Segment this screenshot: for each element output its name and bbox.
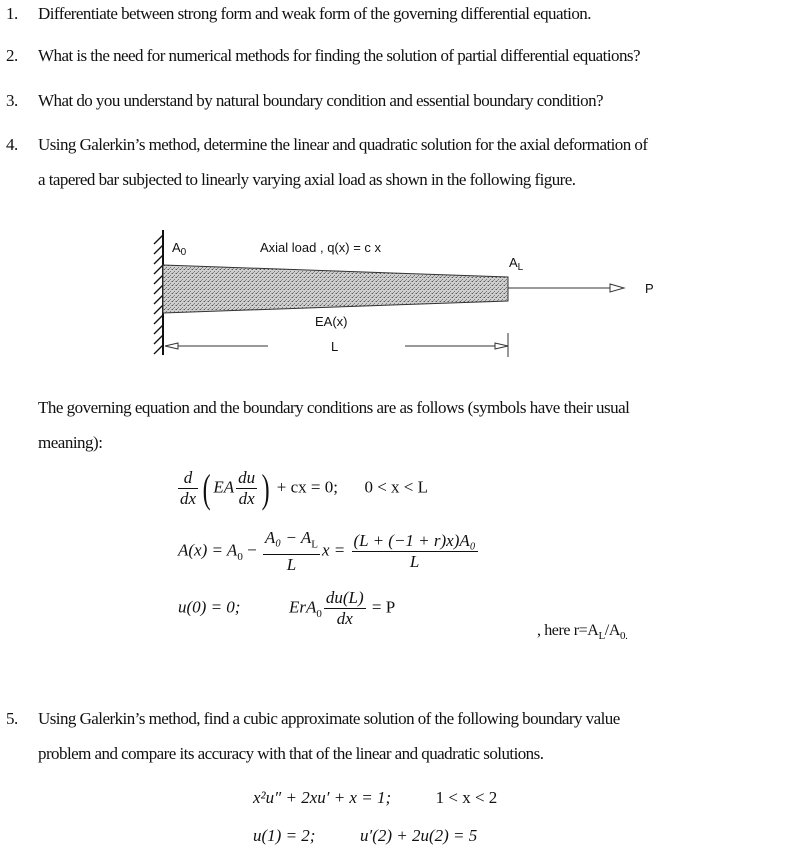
tapered-bar [163, 265, 508, 313]
question-text: Differentiate between strong form and weak form of the governing differential equation. [38, 4, 591, 23]
question-text-line-1: Using Galerkin’s method, determine the linear and quadratic solution for the axial deformation of [38, 135, 648, 154]
q4-intro-line-2: meaning): [38, 433, 103, 452]
q4-intro-line-1: The governing equation and the boundary conditions are as follows (symbols have their usual [38, 398, 630, 417]
question-number: 5. [6, 709, 18, 728]
label-al: $A_L$ [509, 255, 524, 273]
question-number: 2. [6, 46, 18, 65]
label-p: P [645, 281, 654, 296]
tapered-bar-figure [140, 225, 670, 360]
ratio-note: , here $r=A_L/A_{0.}$ [537, 622, 628, 643]
question-text: What is the need for numerical methods for finding the solution of partial differential equations? [38, 46, 640, 65]
governing-equation: $\frac{d}{dx}$ ( EA $\frac{du}{dx}$ ) + cx = 0; 0 < x < L [180, 465, 428, 511]
question-number: 3. [6, 91, 18, 110]
question-text-line-2: problem and compare its accuracy with that of the linear and quadratic solutions. [38, 744, 544, 763]
boundary-conditions: u(0) = 0; ErA$_0$ $\frac{du(L)}{dx}$ = P [178, 588, 396, 628]
fixed-wall-icon [154, 230, 163, 355]
label-a0: $A_0$ [172, 240, 187, 258]
q5-differential-equation: x²u″ + 2xu′ + x = 1; 1 < x < 2 [253, 788, 498, 807]
question-text: What do you understand by natural boundary condition and essential boundary condition? [38, 91, 604, 110]
question-text-line-1: Using Galerkin’s method, find a cubic approximate solution of the following boundary value [38, 709, 620, 728]
question-number: 4. [6, 135, 18, 154]
label-l: L [331, 339, 339, 354]
label-ea: EA(x) [315, 314, 348, 329]
question-number: 1. [6, 4, 18, 23]
q5-boundary-conditions: u(1) = 2; u′(2) + 2u(2) = 5 [253, 826, 478, 845]
label-axial-load: Axial load , q(x) = c x [260, 240, 382, 255]
area-equation: $A(x) = A_0$ − $\frac{A_0 - A_L}{L}$ x = $\frac{\text{(L + (−1 + r)x)A₀}}{L}$ [178, 528, 476, 575]
force-arrow-icon [508, 284, 624, 292]
question-text-line-2: a tapered bar subjected to linearly varying axial load as shown in the following figure. [38, 170, 576, 189]
